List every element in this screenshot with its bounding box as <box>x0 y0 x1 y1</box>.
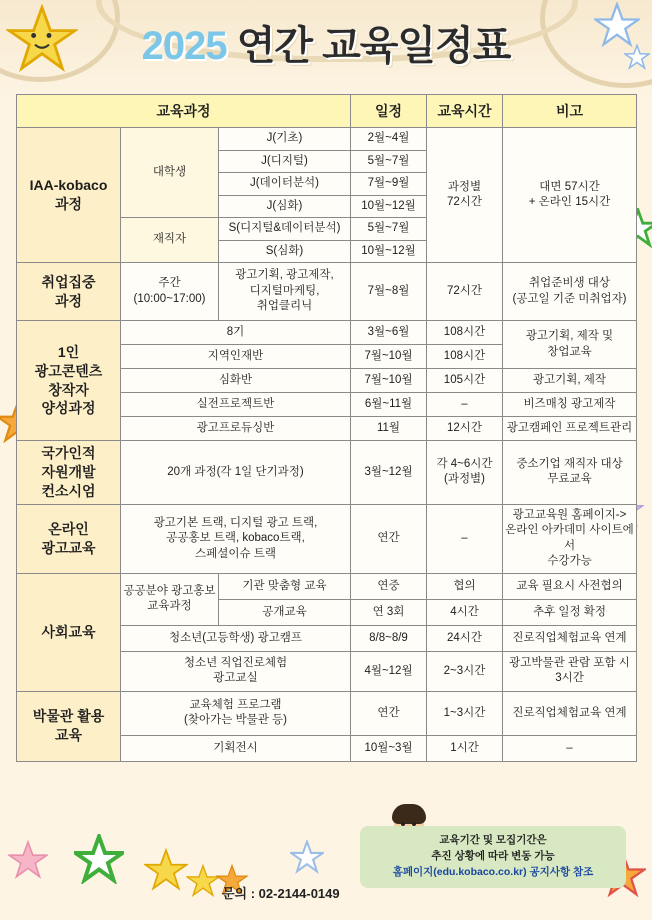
cell-hours: 24시간 <box>427 625 503 651</box>
cell-schedule: 8/8~8/9 <box>351 625 427 651</box>
star-icon-footer-blue <box>290 840 324 874</box>
page-title <box>0 14 652 71</box>
cell-detail: 기관 맞춤형 교육 <box>219 573 351 599</box>
cell-note: 진로직업체험교육 연계 <box>503 691 637 735</box>
cell-note: 광고교육원 홈페이지-> 온라인 아카데미 사이트에서 수강가능 <box>503 504 637 573</box>
cell-schedule: 연간 <box>351 691 427 735</box>
cell-note: 광고기획, 제작 <box>503 369 637 393</box>
col-header-schedule: 일정 <box>351 95 427 128</box>
cell-hours: 12시간 <box>427 417 503 441</box>
cell-detail: 청소년(고등학생) 광고캠프 <box>121 625 351 651</box>
cell-detail: J(기초) <box>219 128 351 151</box>
table-row <box>17 263 637 321</box>
cell-schedule: 연간 <box>351 504 427 573</box>
cell-hours: 72시간 <box>427 263 503 321</box>
cell-schedule: 7월~10월 <box>351 369 427 393</box>
notice-line-3: 홈페이지(edu.kobaco.co.kr) 공지사항 참조 <box>392 865 594 878</box>
cell-hours: 1시간 <box>427 735 503 761</box>
cell-detail: 청소년 직업진로체험 광고교실 <box>121 651 351 691</box>
cell-schedule: 연중 <box>351 573 427 599</box>
cell-hours: 협의 <box>427 573 503 599</box>
cell-schedule: 연 3회 <box>351 599 427 625</box>
cell-hours: 과정별 72시간 <box>427 128 503 263</box>
cell-note: 교육 필요시 사전협의 <box>503 573 637 599</box>
cell-schedule: 6월~11월 <box>351 393 427 417</box>
cell-detail: J(심화) <box>219 195 351 218</box>
cell-subcategory: 대학생 <box>121 128 219 218</box>
cell-hours: – <box>427 504 503 573</box>
notice-line-2: 추진 상황에 따라 변동 가능 <box>431 850 555 863</box>
cell-detail: 지역인재반 <box>121 345 351 369</box>
cell-note: – <box>503 735 637 761</box>
cell-schedule: 10월~12월 <box>351 240 427 263</box>
cell-detail: 광고기획, 광고제작, 디지털마케팅, 취업클리닉 <box>219 263 351 321</box>
cell-category: IAA-kobaco 과정 <box>17 128 121 263</box>
col-header-note: 비고 <box>503 95 637 128</box>
cell-schedule: 3월~12월 <box>351 441 427 505</box>
cell-hours: 1~3시간 <box>427 691 503 735</box>
title-year: 2025 <box>141 24 227 68</box>
notice-line-1: 교육기간 및 모집기간은 <box>439 834 547 847</box>
cell-category: 국가인적 자원개발 컨소시엄 <box>17 441 121 505</box>
cell-schedule: 7월~8월 <box>351 263 427 321</box>
cell-note: 광고캠페인 프로젝트관리 <box>503 417 637 441</box>
cell-detail: J(디지털) <box>219 150 351 173</box>
cell-category: 박물관 활용 교육 <box>17 691 121 761</box>
table-row <box>17 321 637 345</box>
schedule-table-container <box>16 94 636 762</box>
table-row <box>17 691 637 735</box>
star-icon-footer-green <box>74 834 124 884</box>
cell-note: 취업준비생 대상 (공고일 기준 미취업자) <box>503 263 637 321</box>
cell-schedule: 10월~12월 <box>351 195 427 218</box>
cell-detail: 실전프로젝트반 <box>121 393 351 417</box>
col-header-hours: 교육시간 <box>427 95 503 128</box>
cell-category: 온라인 광고교육 <box>17 504 121 573</box>
notice-box <box>360 826 626 888</box>
cell-detail: 광고프로듀싱반 <box>121 417 351 441</box>
cell-subcategory: 공공분야 광고홍보 교육과정 <box>121 573 219 625</box>
star-icon-footer-yellow2 <box>186 864 220 898</box>
table-row <box>17 441 637 505</box>
footer <box>0 800 652 920</box>
cell-subcategory: 재직자 <box>121 218 219 263</box>
cell-note: 진로직업체험교육 연계 <box>503 625 637 651</box>
cell-category: 1인 광고콘텐츠 창작자 양성과정 <box>17 321 121 441</box>
cell-note: 광고기획, 제작 및 창업교육 <box>503 321 637 369</box>
cell-schedule: 7월~10월 <box>351 345 427 369</box>
cell-hours: – <box>427 393 503 417</box>
schedule-table <box>16 94 637 762</box>
cell-note: 추후 일정 확정 <box>503 599 637 625</box>
cell-detail: 20개 과정(각 1일 단기과정) <box>121 441 351 505</box>
cell-hours: 108시간 <box>427 321 503 345</box>
cell-category: 사회교육 <box>17 573 121 691</box>
cell-detail: 교육체험 프로그램 (찾아가는 박물관 등) <box>121 691 351 735</box>
star-icon-footer-yellow1 <box>144 848 188 892</box>
cell-category: 취업집중 과정 <box>17 263 121 321</box>
cell-detail: 광고기본 트랙, 디지털 광고 트랙, 공공홍보 트랙, kobaco트랙, 스페셜이슈 트랙 <box>121 504 351 573</box>
cell-schedule: 4월~12월 <box>351 651 427 691</box>
cell-note: 대면 57시간 + 온라인 15시간 <box>503 128 637 263</box>
table-row <box>17 128 637 151</box>
cell-detail: 심화반 <box>121 369 351 393</box>
cell-hours: 각 4~6시간 (과정별) <box>427 441 503 505</box>
cell-hours: 105시간 <box>427 369 503 393</box>
cell-schedule: 7월~9월 <box>351 173 427 196</box>
cell-detail: 공개교육 <box>219 599 351 625</box>
table-row <box>17 573 637 599</box>
table-header-row <box>17 95 637 128</box>
cell-schedule: 5월~7월 <box>351 218 427 241</box>
cell-detail: S(심화) <box>219 240 351 263</box>
cell-subcategory: 주간 (10:00~17:00) <box>121 263 219 321</box>
cell-schedule: 3월~6월 <box>351 321 427 345</box>
cell-note: 중소기업 재직자 대상 무료교육 <box>503 441 637 505</box>
cell-detail: 기획전시 <box>121 735 351 761</box>
cell-detail: S(디지털&데이터분석) <box>219 218 351 241</box>
cell-hours: 2~3시간 <box>427 651 503 691</box>
cell-hours: 108시간 <box>427 345 503 369</box>
contact-info: 문의 : 02-2144-0149 <box>222 886 340 901</box>
table-row <box>17 504 637 573</box>
star-icon-footer-pink <box>8 840 48 880</box>
cell-note: 비즈매칭 광고제작 <box>503 393 637 417</box>
cell-schedule: 2월~4월 <box>351 128 427 151</box>
cell-detail: J(데이터분석) <box>219 173 351 196</box>
cell-detail: 8기 <box>121 321 351 345</box>
cell-schedule: 11월 <box>351 417 427 441</box>
title-text: 연간 교육일정표 <box>226 24 511 68</box>
cell-note: 광고박물관 관람 포함 시 3시간 <box>503 651 637 691</box>
cell-schedule: 10월~3월 <box>351 735 427 761</box>
col-header-course: 교육과정 <box>17 95 351 128</box>
cell-schedule: 5월~7월 <box>351 150 427 173</box>
cell-hours: 4시간 <box>427 599 503 625</box>
